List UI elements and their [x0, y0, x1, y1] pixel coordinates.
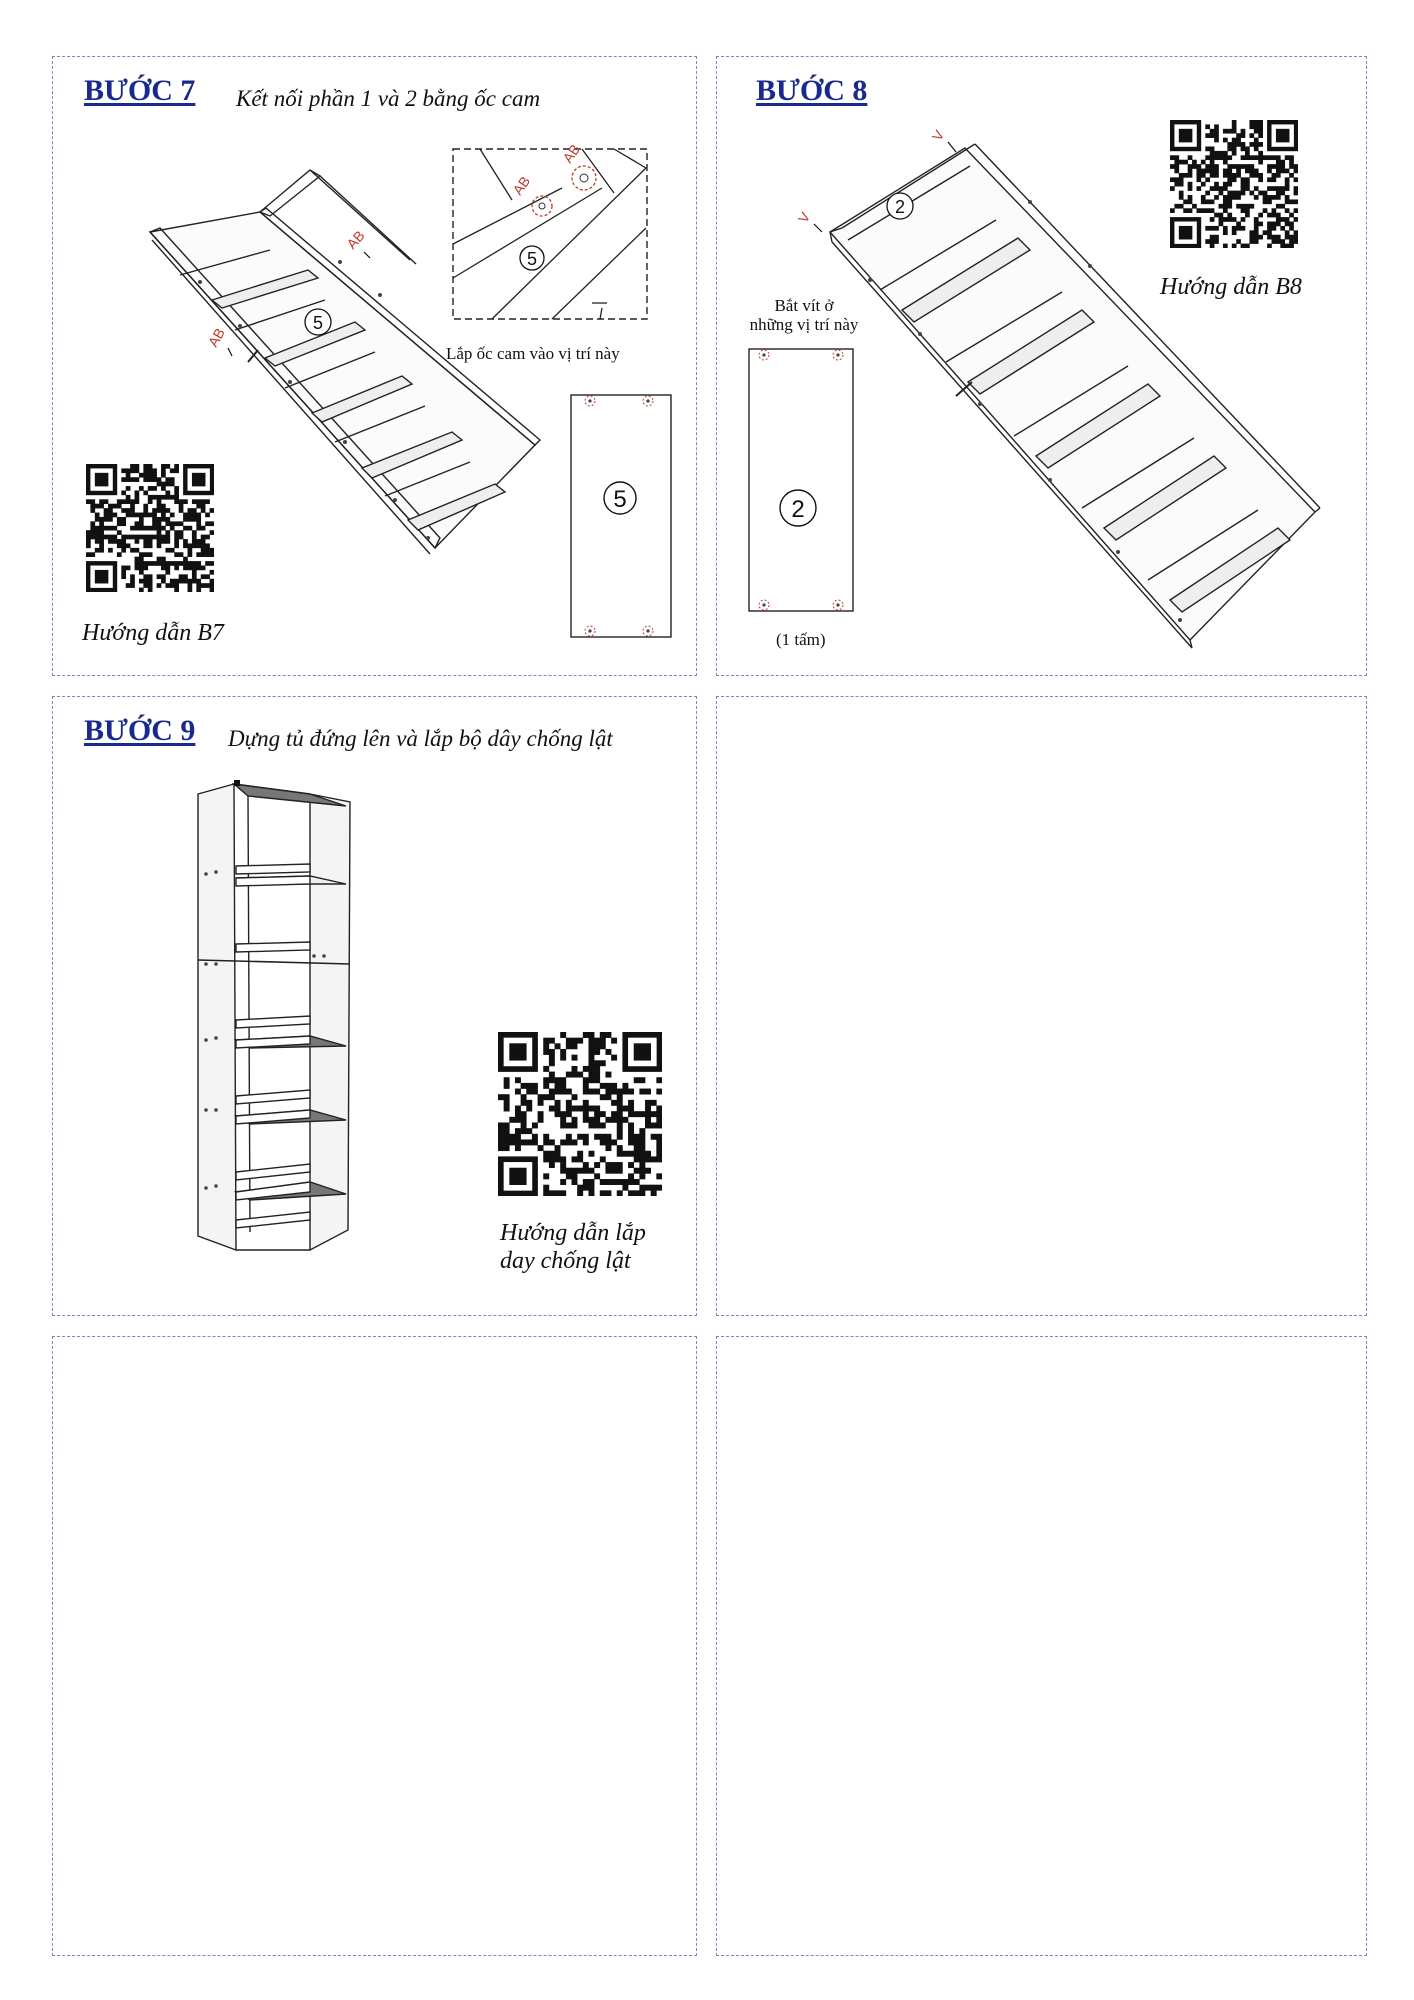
step7-detail-view — [452, 141, 648, 320]
step8-screw-note-line2: những vị trí này — [749, 315, 859, 334]
step8-screw-note-line1: Bắt vít ở — [774, 296, 834, 315]
empty-panel — [716, 696, 1367, 1316]
step7-cam-label: AB — [509, 173, 534, 198]
step7-qr-code — [86, 464, 214, 592]
step7-panel-5 — [570, 394, 672, 638]
step8-part-number: 2 — [791, 496, 805, 523]
step8-screw-label: V — [928, 127, 948, 144]
step9-qr-caption-line2: day chống lật — [500, 1248, 631, 1274]
step8-panel-2 — [748, 348, 854, 612]
step9-qr-caption-line1: Hướng dẫn lắp — [500, 1220, 646, 1246]
step7-title: BƯỚC 7 — [84, 74, 196, 107]
step8-screw-label: V — [794, 209, 814, 226]
step8-qr-code — [1170, 120, 1298, 248]
step7-cam-label: AB — [204, 325, 228, 350]
step7-part-number: 5 — [312, 313, 324, 333]
step7-detail-note: Lắp ốc cam vào vị trí này — [446, 344, 620, 363]
step7-description: Kết nối phần 1 và 2 bằng ốc cam — [236, 86, 541, 111]
step7-part-number: 5 — [526, 249, 538, 269]
step9-title: BƯỚC 9 — [84, 714, 196, 747]
empty-panel — [52, 1336, 697, 1956]
step9-description: Dựng tủ đứng lên và lắp bộ dây chống lật — [228, 726, 613, 751]
step7-qr-caption: Hướng dẫn B7 — [82, 620, 224, 646]
step8-screw-note — [742, 296, 866, 334]
step8-qr-caption: Hướng dẫn B8 — [1160, 274, 1302, 300]
empty-panel — [716, 1336, 1367, 1956]
step9-bookcase-diagram — [190, 780, 360, 1252]
step8-part-number: 2 — [894, 197, 906, 217]
step8-quantity-note: (1 tấm) — [776, 630, 826, 649]
step7-cam-label: AB — [343, 227, 368, 253]
step7-part-number: 5 — [613, 486, 627, 513]
step7-cam-label: AB — [559, 141, 584, 166]
step9-qr-code — [498, 1032, 662, 1196]
step8-title: BƯỚC 8 — [756, 74, 868, 107]
